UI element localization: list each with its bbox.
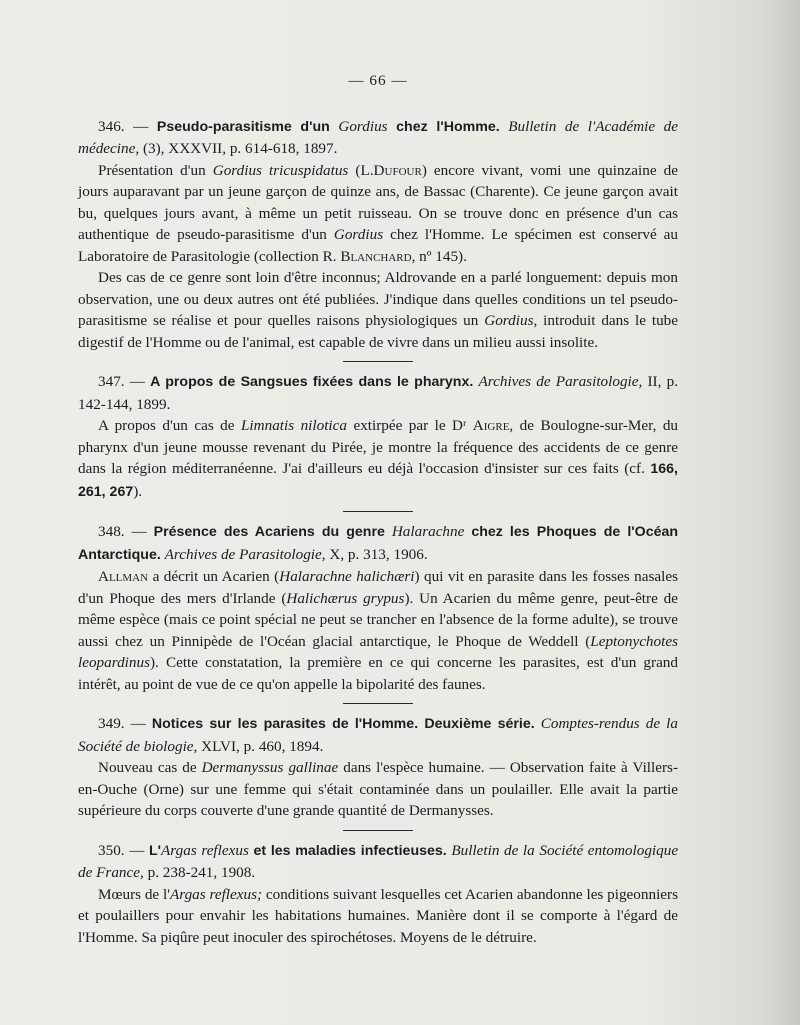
text: ) qui vit en parasite dans les fosses nasales d'un Phoque des mers d'Irlande (: [78, 568, 678, 607]
entry-source: Comptes-rendus de la Société de biologie,: [78, 715, 678, 755]
text: ) encore vivant, vomi une quinzaine de jours auparavant par un jeune garçon de quinze ans, de Bassac (Charente). Ce jeune garçon avait bu, quelques jours avant, à même un petit ruisseau. On se trouve donc en présence d'un cas authentique de pseudo-parasitisme d'un: [78, 161, 678, 243]
entry-source-details: X, p. 313, 1906.: [329, 545, 428, 563]
separator-rule: [343, 511, 413, 512]
entry-number: 346.: [98, 117, 125, 135]
entry-348: [78, 521, 678, 695]
entry-title-italic: Gordius: [338, 117, 388, 135]
text: , de Boulogne-sur-Mer, du pharynx d'un jeune mousse revenant du Pirée, je montre la fréquence des accidents de ce genre dans la région méditerranéenne. J'ai d'ailleurs eu déjà l'occasion d'insister sur ces faits (cf.: [78, 417, 679, 477]
entry-349: [78, 713, 678, 822]
entry-dash: —: [133, 117, 149, 135]
entry-source-details: (3), XXXVII, p. 614-618, 1897.: [142, 140, 338, 157]
separator-rule: [343, 830, 413, 831]
species-name: Leptonychotes leopardinus: [78, 632, 678, 671]
entry-title-end: chez l'Homme.: [396, 118, 500, 135]
text: a décrit un Acarien (: [152, 568, 280, 585]
text: dans l'espèce humaine. — Observation faite à Villers-en-Ouche (Orne) sur une femme qui s'était contaminée dans un poulailler. Elle avait la partie supérieure du corps couverte d'une grande quantité de Dermanysses.: [78, 759, 678, 819]
entry-source-details: XLVI, p. 460, 1894.: [201, 737, 324, 755]
text: Nouveau cas de: [98, 759, 197, 776]
entry-title: Notices sur les parasites de l'Homme. Deuxième série.: [151, 716, 535, 732]
entry-number: 348.: [98, 523, 125, 540]
text: introduit dans le tube digestif de l'Homme ou de l'animal, est capable de vivre dans un milieu aussi insolite.: [78, 312, 679, 351]
entry-paragraph: [78, 757, 678, 822]
species-name: Gordius: [333, 226, 384, 243]
entry-title-end: et les maladies infectieuses.: [253, 842, 447, 859]
author-name: Dufour: [373, 161, 422, 179]
entry-title: Pseudo-parasitisme d'un: [156, 118, 330, 135]
text: (L.: [355, 161, 374, 179]
entry-number: 347.: [98, 373, 125, 390]
entry-paragraph: [78, 566, 678, 695]
entry-source: Bulletin de l'Académie de médecine,: [78, 117, 679, 157]
entry-title: A propos de Sangsues fixées dans le pharynx.: [150, 374, 474, 390]
entry-350: [78, 840, 678, 949]
text: A propos d'un cas de: [98, 417, 235, 434]
entry-dash: —: [130, 715, 146, 732]
entry-dash: —: [131, 523, 147, 540]
species-name: Dermanyssus gallinae: [201, 759, 339, 776]
entry-title: Présence des Acariens du genre: [153, 524, 385, 540]
entry-dash: —: [129, 373, 145, 390]
entry-paragraph: [78, 267, 678, 353]
text: ). Un Acarien du même genre, peut-être de même espèce (mais ce point spécial ne peut se trancher en l'absence de la forme adulte), se trouve aussi chez un Pinnipède de l'Océan glacial antarctique, le Phoque de Weddell (: [78, 589, 678, 650]
entry-title-italic: Argas reflexus: [161, 841, 249, 859]
cross-references: 166, 261, 267: [78, 461, 679, 500]
entry-heading: [78, 521, 678, 566]
page-content: [78, 70, 678, 948]
text: ). Cette constatation, la première en ce qui concerne les parasites, est d'un grand intérêt, au point de vue de ce qu'on appelle la bipolarité des faunes.: [78, 654, 678, 693]
page-number: — 66 —: [348, 72, 408, 89]
entry-source: Bulletin de la Société entomologique de France,: [78, 841, 679, 881]
separator-rule: [343, 703, 413, 704]
entry-source: Archives de Parasitologie,: [164, 545, 326, 563]
entry-title: L': [148, 842, 162, 859]
entry-title-end: chez les Phoques de l'Océan Antarctique.: [78, 524, 679, 563]
entry-title-italic: Halarachne: [391, 523, 465, 540]
entry-heading: [78, 371, 678, 415]
species-name: Argas reflexus;: [169, 885, 263, 903]
entry-heading: [78, 116, 678, 160]
species-name: Halichærus grypus: [286, 589, 405, 607]
entry-paragraph: [78, 415, 678, 503]
author-name: Blanchard: [340, 247, 412, 265]
species-name: Limnatis nilotica: [240, 417, 347, 434]
entry-source-details: p. 238-241, 1908.: [147, 864, 256, 881]
text: Mœurs de l': [98, 885, 170, 903]
entry-346: [78, 116, 678, 354]
species-name: Halarachne halichæri: [279, 568, 415, 585]
entry-number: 350.: [98, 841, 125, 859]
entry-paragraph: [78, 884, 678, 949]
text: Présentation d'un: [98, 161, 206, 179]
text: Des cas de ce genre sont loin d'être inconnus; Aldrovande en a parlé longuement: depuis mon observation, une ou deux autres ont été publiées. J'indique dans quelles conditions un tel pseudo-parasitisme se réalise et pour quelles raisons physiologiques un: [78, 269, 678, 329]
species-name: Gordius tricuspidatus: [212, 161, 349, 179]
entry-source-details: II, p. 142-144, 1899.: [78, 373, 679, 413]
entry-heading: [78, 840, 678, 884]
text: , nº 145).: [411, 247, 467, 265]
entry-number: 349.: [98, 715, 125, 732]
author-name: Aigre: [472, 417, 510, 434]
species-name: Gordius,: [484, 312, 538, 329]
text: extirpée par le Dʳ: [353, 417, 467, 434]
entry-dash: —: [129, 841, 145, 859]
entry-paragraph: [78, 160, 678, 268]
entry-347: [78, 371, 678, 503]
author-name: Allman: [98, 568, 149, 585]
separator-rule: [343, 361, 413, 362]
text: conditions suivant lesquelles cet Acarien abandonne les pigeonniers et poulaillers pour envahir les habitations humaines. Manière dont il se comporte à l'égard de l'Homme. Sa piqûre peut inoculer des spirochétoses. Moyens de le détruire.: [78, 885, 679, 946]
entry-heading: [78, 713, 678, 757]
text: chez l'Homme. Le spécimen est conservé au Laboratoire de Parasitologie (collection R.: [78, 226, 678, 265]
text: ).: [133, 482, 143, 500]
entry-source: Archives de Parasitologie,: [478, 373, 643, 390]
